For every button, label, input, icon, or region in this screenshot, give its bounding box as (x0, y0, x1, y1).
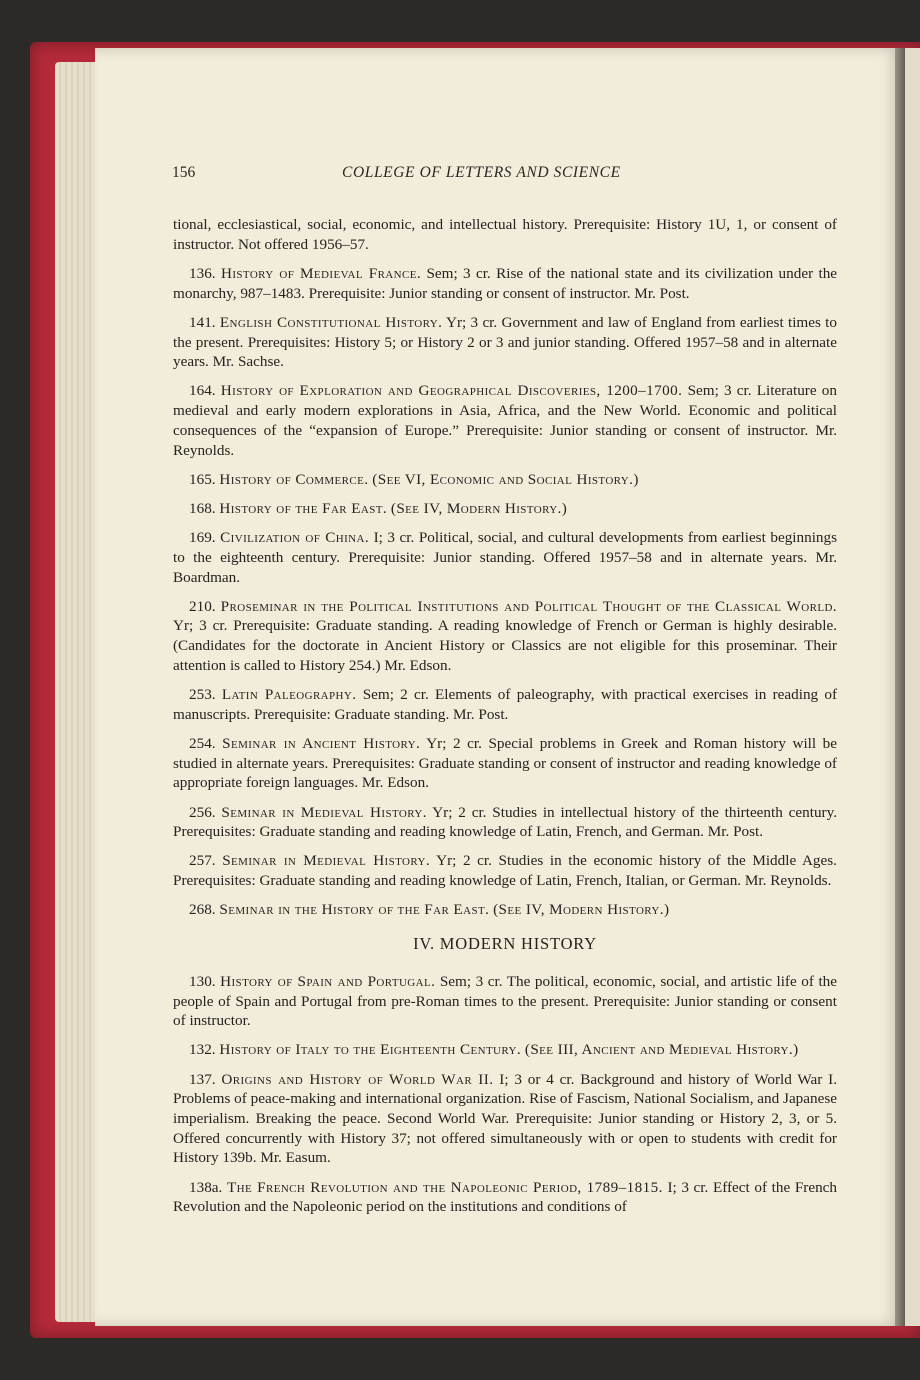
course-reference: (See IV, Modern History.) (390, 499, 568, 517)
course-entry (173, 528, 837, 587)
course-number: 210. (189, 597, 216, 615)
course-entry (173, 381, 837, 460)
course-description: Sem; 3 cr. The political, economic, social, and artistic life of the people of Spain and Portugal from pre-Roman times to the present. Prerequisite: Junior standing or consent of instructor. (173, 972, 838, 1030)
course-title: Seminar in Medieval History. (222, 852, 431, 870)
page-edges (55, 62, 95, 1322)
course-description: Sem; 2 cr. Elements of paleography, with practical exercises in reading of manuscripts. Prerequisite: Graduate standing. Mr. Post. (173, 686, 838, 723)
course-number: 254. (189, 734, 216, 752)
course-title: History of Medieval France. (220, 264, 422, 282)
entry-text: tional, ecclesiastical, social, economic, and intellectual history. Prerequisite: History 1U, 1, or consent of instructor. Not offered 1956–57. (173, 216, 837, 253)
course-entry (173, 470, 837, 490)
course-number: 256. (189, 803, 216, 821)
course-entry (173, 1070, 837, 1169)
page-number: 156 (172, 164, 196, 181)
course-title: The French Revolution and the Napoleonic Period, 1789–1815. (226, 1178, 663, 1196)
section-heading: IV. MODERN HISTORY (413, 934, 597, 954)
course-number: 130. (189, 972, 216, 990)
course-entry (173, 1040, 837, 1060)
course-number: 137. (189, 1070, 216, 1088)
course-number: 268. (189, 901, 216, 919)
course-number: 257. (189, 852, 216, 870)
course-entry (173, 313, 837, 372)
course-entry (173, 900, 837, 920)
course-entry (173, 972, 837, 1031)
course-description: Yr; 3 cr. Government and law of England from earliest times to the present. Prerequisites: History 5; or History 2 or 3 and junior standing. Offered 1957–58 and in alternate years. Mr. Sachse. (173, 313, 837, 371)
course-number: 141. (189, 313, 216, 331)
course-entry (173, 215, 837, 254)
course-reference: (See IV, Modern History.) (493, 901, 670, 919)
course-number: 136. (189, 264, 216, 282)
course-description: Yr; 2 cr. Studies in the economic history of the Middle Ages. Prerequisites: Graduate standing and reading knowledge of Latin, French, Italian, or German. Mr. Reynolds. (173, 852, 837, 890)
course-description: Sem; 3 cr. Literature on medieval and early modern explorations in Asia, Africa, and the New World. Economic and political consequences of the “expansion of Europe.” Prerequisite: Junior standing or consent of instructor. Mr. Reynolds. (173, 382, 837, 459)
course-entry (173, 685, 837, 724)
running-title: COLLEGE OF LETTERS AND SCIENCE (342, 164, 621, 181)
course-description: Sem; 3 cr. Rise of the national state and its civilization under the monarchy, 987–1483. Prerequisite: Junior standing or consent of instructor. Mr. Post. (173, 264, 838, 302)
course-title: Origins and History of World War II. (221, 1070, 494, 1088)
course-title: English Constitutional History. (219, 313, 443, 331)
course-entry (173, 1178, 837, 1217)
course-title: History of the Far East. (219, 499, 388, 517)
course-entry (173, 734, 837, 793)
course-reference: (See VI, Economic and Social History.) (372, 470, 639, 488)
running-head (172, 164, 838, 188)
course-title: History of Exploration and Geographical Discoveries, 1200–1700. (220, 382, 683, 400)
course-title: History of Spain and Portugal. (220, 972, 436, 990)
course-description: Yr; 2 cr. Special problems in Greek and Roman history will be studied in alternate years. Prerequisites: Graduate standing or consent of instructor and reading knowledge of appropriate foreign languages. Mr. Edson. (173, 734, 838, 792)
course-number: 164. (189, 382, 216, 400)
page-content (173, 215, 837, 1227)
course-title: History of Commerce. (219, 470, 369, 488)
course-number: 132. (189, 1041, 216, 1059)
course-entry (173, 264, 837, 303)
course-title: Proseminar in the Political Institutions and Political Thought of the Classical World. (220, 597, 837, 615)
course-number: 253. (189, 686, 216, 704)
facing-page-edge (905, 48, 920, 1326)
course-description: Yr; 2 cr. Studies in intellectual history of the thirteenth century. Prerequisites: Graduate standing and reading knowledge of Latin, French, and German. Mr. Post. (173, 803, 838, 841)
course-entry (173, 803, 837, 842)
course-entry (173, 597, 837, 676)
course-description: I; 3 or 4 cr. Background and history of World War I. Problems of peace-making and international organization. Rise of Fascism, National Socialism, and Japanese imperialism. Breaking the peace. Second World War. Prerequisite: Junior standing or History 2, 3, or 5. Offered concurrently with History 37; not offered simultaneously with or open to students with credit for History 139b. Mr. Easum. (173, 1070, 838, 1167)
course-title: Civilization of China. (220, 529, 370, 547)
course-title: Latin Paleography. (221, 686, 357, 704)
course-title: Seminar in Medieval History. (221, 803, 427, 821)
course-number: 169. (189, 529, 216, 547)
course-number: 168. (189, 499, 216, 517)
course-number: 165. (189, 470, 216, 488)
course-entry (173, 499, 837, 519)
course-number: 138a. (189, 1178, 223, 1196)
course-entry (173, 851, 837, 890)
course-title: Seminar in Ancient History. (222, 734, 421, 752)
course-title: History of Italy to the Eighteenth Century. (219, 1041, 522, 1059)
course-reference: (See III, Ancient and Medieval History.) (524, 1041, 799, 1059)
course-description: Yr; 3 cr. Prerequisite: Graduate standing. A reading knowledge of French or German is highly desirable. (Candidates for the doctorate in Ancient History or Classics are not eligible for this proseminar. Their attention is called to History 254.) Mr. Edson. (173, 617, 837, 674)
course-description: I; 3 cr. Political, social, and cultural developments from earliest beginnings to the eighteenth century. Prerequisite: Junior standing. Offered 1957–58 and in alternate years. Mr. Boardman. (173, 529, 838, 586)
course-title: Seminar in the History of the Far East. (219, 901, 490, 919)
course-description: I; 3 cr. Effect of the French Revolution and the Napoleonic period on the institutions and conditions of (173, 1178, 838, 1216)
